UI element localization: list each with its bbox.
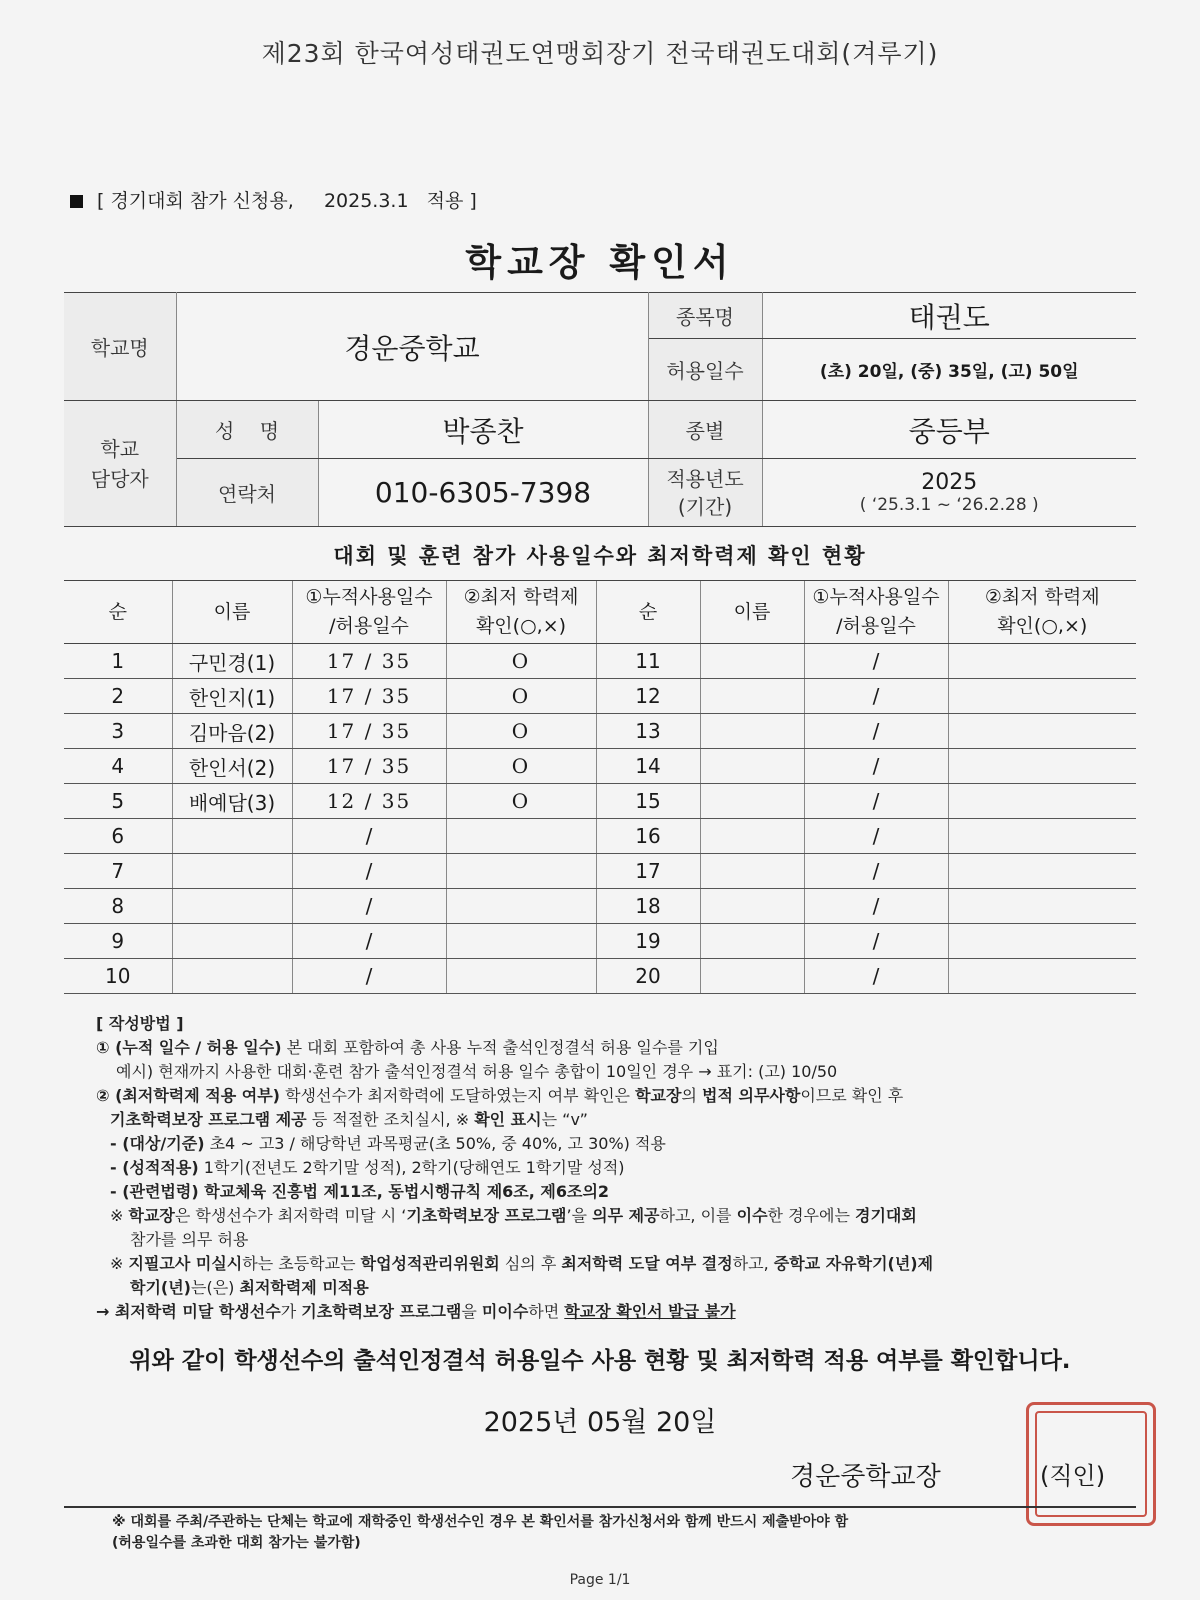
guide-bullet-grades xyxy=(96,1156,1136,1180)
remark-2-d: 학업성적관리위원회 xyxy=(360,1254,500,1273)
remark-1-j: 경기대회 xyxy=(854,1206,917,1225)
guide-bullet-target xyxy=(96,1132,1136,1156)
principal-signature: 경운중학교장 xyxy=(790,1462,941,1492)
row-no: 6 xyxy=(64,819,172,854)
guide-2b-d: 는 “v” xyxy=(541,1110,588,1129)
guide-remark-1-line2: 참가를 의무 허용 xyxy=(130,1230,249,1249)
row-days: / xyxy=(292,819,446,854)
row-check-right xyxy=(948,819,1136,854)
col-name: 이름 xyxy=(172,581,292,644)
row-check-right xyxy=(948,644,1136,679)
guide-item-2 xyxy=(96,1084,1136,1108)
guide-remark-3 xyxy=(96,1300,1136,1324)
remark-2-a: ※ xyxy=(110,1254,129,1273)
name-label: 성 명 xyxy=(176,401,318,459)
bullet-1-text: 초4 ~ 고3 / 해당학년 과목평균(초 50%, 중 40%, 고 30%) 적용 xyxy=(204,1134,666,1153)
year-cell xyxy=(762,459,1136,527)
bullet-1-title: - (대상/기준) xyxy=(110,1134,205,1153)
bullet-3-title: - (관련법령) xyxy=(110,1182,199,1201)
row-no: 8 xyxy=(64,889,172,924)
col-name-2: 이름 xyxy=(700,581,804,644)
guide-item-2-line2 xyxy=(96,1108,1136,1132)
row-days: / xyxy=(292,889,446,924)
manager-name: 박종찬 xyxy=(318,401,648,459)
row-name xyxy=(172,959,292,994)
row-days-right: / xyxy=(804,889,948,924)
row-name-right xyxy=(700,749,804,784)
remark-2-k: 최저학력제 미적용 xyxy=(239,1278,369,1297)
guide-item-1 xyxy=(96,1036,1136,1060)
document-title: 학교장 확인서 xyxy=(465,241,735,284)
row-no-right: 20 xyxy=(596,959,700,994)
row-check-right xyxy=(948,889,1136,924)
row-check: O xyxy=(446,644,596,679)
row-days: / xyxy=(292,854,446,889)
row-check-right xyxy=(948,854,1136,889)
row-days: / xyxy=(292,924,446,959)
remark-1-e: ’을 xyxy=(566,1206,593,1225)
row-days-right: / xyxy=(804,679,948,714)
row-no: 4 xyxy=(64,749,172,784)
row-name-right xyxy=(700,959,804,994)
row-days-right: / xyxy=(804,714,948,749)
col-no-2: 순 xyxy=(596,581,700,644)
row-name-right xyxy=(700,644,804,679)
row-name-right xyxy=(700,924,804,959)
row-check: O xyxy=(446,679,596,714)
contact-value: 010-6305-7398 xyxy=(318,459,648,527)
row-days: 17 / 35 xyxy=(292,644,446,679)
remark-2-e: 심의 후 xyxy=(499,1254,562,1273)
competition-title: 제23회 한국여성태권도연맹회장기 전국태권도대회(겨루기) xyxy=(261,39,939,68)
guide-remark-2 xyxy=(96,1252,1136,1276)
issue-date: 2025년 05월 20일 xyxy=(483,1407,717,1438)
row-check xyxy=(446,854,596,889)
row-check: O xyxy=(446,714,596,749)
remark-2-i: 학기(년) xyxy=(130,1278,191,1297)
usage-tag-text: [ 경기대회 참가 신청용, 2025.3.1 적용 ] xyxy=(97,190,477,212)
footnote-line-1: ※ 대회를 주최/주관하는 단체는 학교에 재학중인 학생선수인 경우 본 확인서를 참가신청서와 함께 반드시 제출받아야 함 xyxy=(112,1514,849,1530)
year-period: ( ‘25.3.1 ~ ‘26.2.28 ) xyxy=(859,495,1039,515)
row-name xyxy=(172,854,292,889)
table-row xyxy=(64,959,1136,994)
row-name: 한인서(2) xyxy=(172,749,292,784)
bullet-2-text: 1학기(전년도 2학기말 성적), 2학기(당해연도 1학기말 성적) xyxy=(198,1158,625,1177)
bullet-3-text: 학교체육 진흥법 제11조, 동법시행규칙 제6조, 제6조의2 xyxy=(198,1182,610,1201)
row-check-right xyxy=(948,784,1136,819)
footnote-line-2: (허용일수를 초과한 대회 참가는 불가함) xyxy=(112,1535,361,1551)
table-row xyxy=(64,784,1136,819)
row-no: 1 xyxy=(64,644,172,679)
row-days-right: / xyxy=(804,784,948,819)
remark-3-g: 학교장 확인서 발급 불가 xyxy=(564,1302,736,1321)
guide-item-1-example: 예시) 현재까지 사용한 대회·훈련 참가 출석인정결석 허용 일수 총합이 10일인 경우 → 표기: (고) 10/50 xyxy=(116,1062,838,1081)
seal-label: (직인) xyxy=(1040,1462,1106,1490)
division-label: 종별 xyxy=(648,401,762,459)
col-no: 순 xyxy=(64,581,172,644)
guide-2b-b: 등 적절한 조치실시, ※ xyxy=(306,1110,475,1129)
row-days-right: / xyxy=(804,819,948,854)
guide-remark-1 xyxy=(96,1204,1136,1228)
remark-1-h: 이수 xyxy=(736,1206,768,1225)
row-no-right: 15 xyxy=(596,784,700,819)
remark-2-c: 하는 초등학교는 xyxy=(242,1254,361,1273)
guide-remark-2-line2 xyxy=(96,1276,1136,1300)
row-days-right: / xyxy=(804,959,948,994)
table-row xyxy=(64,924,1136,959)
col-check-2: ②최저 학력제 확인(○,×) xyxy=(948,581,1136,644)
section-title: 대회 및 훈련 참가 사용일수와 최저학력제 확인 현황 xyxy=(333,544,867,568)
guide-1-text: 본 대회 포함하여 총 사용 누적 출석인정결석 허용 일수를 기입 xyxy=(281,1038,719,1057)
row-name-right xyxy=(700,889,804,924)
remark-2-h: 중학교 자유학기(년)제 xyxy=(773,1254,934,1273)
row-no-right: 18 xyxy=(596,889,700,924)
school-name: 경운중학교 xyxy=(176,293,648,401)
row-no-right: 12 xyxy=(596,679,700,714)
remark-2-g: 하고, xyxy=(732,1254,774,1273)
allowed-days-value: (초) 20일, (중) 35일, (고) 50일 xyxy=(762,339,1136,401)
row-days: 12 / 35 xyxy=(292,784,446,819)
confirmation-statement: 위와 같이 학생선수의 출석인정결석 허용일수 사용 현황 및 최저학력 적용 여부를 확인합니다. xyxy=(129,1348,1071,1374)
guide-bullet-laws xyxy=(96,1180,1136,1204)
remark-3-d: 을 xyxy=(461,1302,482,1321)
remark-1-a: ※ xyxy=(110,1206,129,1225)
allowed-days-label: 허용일수 xyxy=(648,339,762,401)
row-check-right xyxy=(948,749,1136,784)
usage-tag xyxy=(70,186,477,213)
footnote xyxy=(112,1512,1112,1554)
row-check-right xyxy=(948,679,1136,714)
guide-2-text-b: 학교장 xyxy=(635,1086,682,1105)
row-days: / xyxy=(292,959,446,994)
row-check: O xyxy=(446,749,596,784)
row-name-right xyxy=(700,714,804,749)
remark-2-b: 지필고사 미실시 xyxy=(128,1254,243,1273)
remark-3-c: 기초학력보장 프로그램 xyxy=(301,1302,462,1321)
row-no-right: 13 xyxy=(596,714,700,749)
row-no: 2 xyxy=(64,679,172,714)
col-days-2: ①누적사용일수 /허용일수 xyxy=(804,581,948,644)
row-name: 배예담(3) xyxy=(172,784,292,819)
row-days: 17 / 35 xyxy=(292,679,446,714)
manager-label: 학교 담당자 xyxy=(64,401,176,527)
roster-body xyxy=(64,644,1136,994)
division-value: 중등부 xyxy=(762,401,1136,459)
row-no-right: 14 xyxy=(596,749,700,784)
row-check xyxy=(446,889,596,924)
school-label: 학교명 xyxy=(64,293,176,401)
table-row xyxy=(64,749,1136,784)
row-name: 김마음(2) xyxy=(172,714,292,749)
event-label: 종목명 xyxy=(648,293,762,339)
roster-table xyxy=(64,580,1136,994)
guide-1-title: ① (누적 일수 / 허용 일수) xyxy=(96,1038,282,1057)
remark-3-f: 하면 xyxy=(528,1302,565,1321)
contact-label: 연락처 xyxy=(176,459,318,527)
row-no: 5 xyxy=(64,784,172,819)
remark-3-b: 가 xyxy=(280,1302,302,1321)
table-row xyxy=(64,854,1136,889)
row-name-right xyxy=(700,819,804,854)
row-no-right: 19 xyxy=(596,924,700,959)
year-label: 적용년도 (기간) xyxy=(648,459,762,527)
year-value: 2025 xyxy=(921,470,978,495)
table-row xyxy=(64,644,1136,679)
row-days: 17 / 35 xyxy=(292,714,446,749)
guide-2-text-a: 학생선수가 최저학력에 도달하였는지 여부 확인은 xyxy=(280,1086,636,1105)
row-name-right xyxy=(700,854,804,889)
row-no-right: 17 xyxy=(596,854,700,889)
row-no: 3 xyxy=(64,714,172,749)
remark-1-c: 은 학생선수가 최저학력 미달 시 ‘ xyxy=(174,1206,407,1225)
col-check: ②최저 학력제 확인(○,×) xyxy=(446,581,596,644)
row-name-right xyxy=(700,679,804,714)
table-row xyxy=(64,679,1136,714)
guide-2-text-e: 이므로 확인 후 xyxy=(800,1086,904,1105)
row-check-right xyxy=(948,924,1136,959)
remark-3-a: → 최저학력 미달 학생선수 xyxy=(96,1302,281,1321)
footer-rule xyxy=(64,1506,1136,1508)
info-table xyxy=(64,292,1136,527)
event-name: 태권도 xyxy=(762,293,1136,339)
row-days-right: / xyxy=(804,749,948,784)
remark-1-d: 기초학력보장 프로그램 xyxy=(406,1206,567,1225)
remark-1-b: 학교장 xyxy=(128,1206,175,1225)
remark-1-f: 의무 제공 xyxy=(592,1206,660,1225)
guide-2b-c: 확인 표시 xyxy=(474,1110,542,1129)
row-name xyxy=(172,889,292,924)
row-check-right xyxy=(948,959,1136,994)
row-no: 7 xyxy=(64,854,172,889)
writing-guide xyxy=(96,1012,1136,1324)
remark-1-g: 하고, 이를 xyxy=(659,1206,737,1225)
row-days: 17 / 35 xyxy=(292,749,446,784)
row-name-right xyxy=(700,784,804,819)
row-days-right: / xyxy=(804,854,948,889)
guide-2-text-d: 법적 의무사항 xyxy=(702,1086,801,1105)
row-name: 구민경(1) xyxy=(172,644,292,679)
row-name: 한인지(1) xyxy=(172,679,292,714)
row-days-right: / xyxy=(804,924,948,959)
guide-2-text-c: 의 xyxy=(681,1086,703,1105)
row-check: O xyxy=(446,784,596,819)
row-check xyxy=(446,959,596,994)
row-name xyxy=(172,924,292,959)
guide-2-title: ② (최저학력제 적용 여부) xyxy=(96,1086,280,1105)
remark-1-i: 한 경우에는 xyxy=(767,1206,855,1225)
guide-heading: [ 작성방법 ] xyxy=(96,1014,184,1033)
table-row xyxy=(64,714,1136,749)
row-no: 10 xyxy=(64,959,172,994)
guide-2b-a: 기초학력보장 프로그램 제공 xyxy=(110,1110,307,1129)
remark-3-e: 미이수 xyxy=(481,1302,529,1321)
row-no-right: 11 xyxy=(596,644,700,679)
row-no: 9 xyxy=(64,924,172,959)
page-number: Page 1/1 xyxy=(569,1572,631,1588)
row-check xyxy=(446,819,596,854)
table-row xyxy=(64,889,1136,924)
bullet-square-icon xyxy=(70,195,83,208)
row-check-right xyxy=(948,714,1136,749)
table-row xyxy=(64,819,1136,854)
row-days-right: / xyxy=(804,644,948,679)
row-no-right: 16 xyxy=(596,819,700,854)
col-days: ①누적사용일수 /허용일수 xyxy=(292,581,446,644)
bullet-2-title: - (성적적용) xyxy=(110,1158,199,1177)
row-name xyxy=(172,819,292,854)
remark-2-j: 는(은) xyxy=(191,1278,240,1297)
remark-2-f: 최저학력 도달 여부 결정 xyxy=(561,1254,733,1273)
row-check xyxy=(446,924,596,959)
